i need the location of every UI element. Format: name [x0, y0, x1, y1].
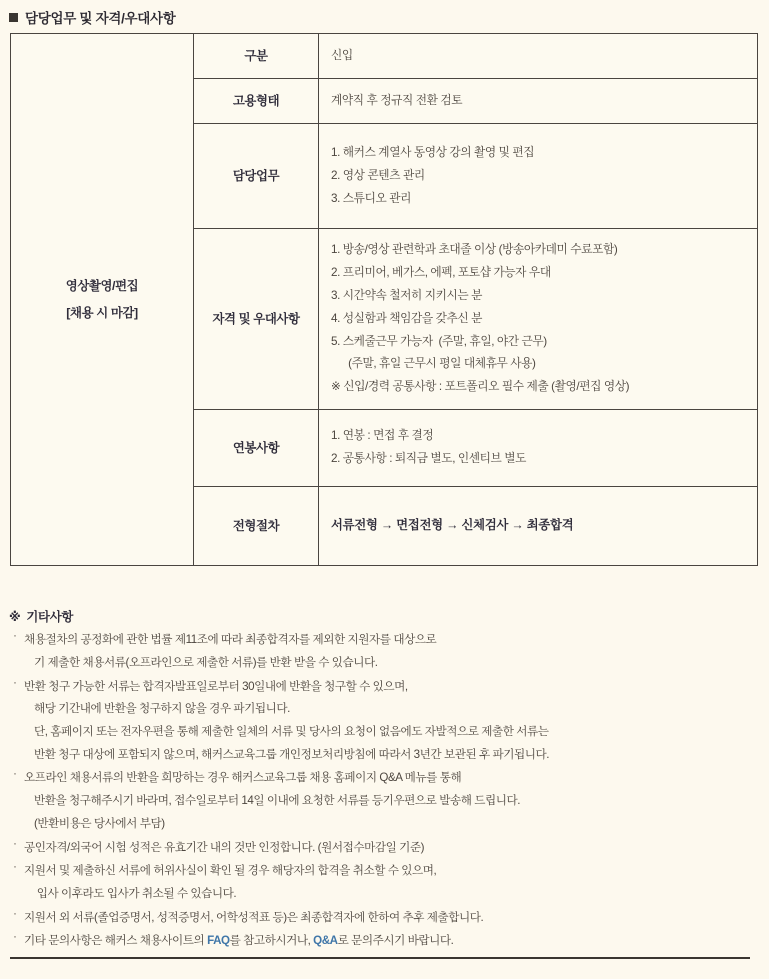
- table-row: [11, 34, 758, 79]
- row-value-duties: [319, 124, 758, 229]
- note-line: · 공인자격/외국어 시험 성적은 유효기간 내의 것만 인정합니다. (원서접수마감일 기준): [24, 840, 425, 854]
- list-item: [9, 907, 749, 930]
- value-line: ※ 신입/경력 공통사항 : 포트폴리오 필수 제출 (촬영/편집 영상): [331, 380, 630, 394]
- row-value-salary: [319, 410, 758, 487]
- notes-list: [9, 629, 749, 953]
- bottom-divider: [10, 957, 750, 959]
- notes-heading-text: 기타사항: [26, 610, 74, 625]
- note-line: 해당 기간내에 반환을 청구하지 않을 경우 파기됩니다.: [34, 702, 290, 716]
- row-label-employment-type: 고용형태: [194, 79, 319, 124]
- list-item: [9, 629, 749, 674]
- position-name-line2: [채용 시 마감]: [66, 305, 138, 320]
- note-line: 입사 이후라도 입사가 취소될 수 있습니다.: [34, 886, 237, 900]
- row-value-hiring-process: [319, 487, 758, 566]
- notes-heading: [9, 607, 749, 625]
- position-name-cell: [11, 34, 194, 566]
- list-item: [9, 930, 749, 953]
- row-value-employment-type: [319, 79, 758, 124]
- list-item: [9, 860, 749, 905]
- note-line: 반환 청구 대상에 포함되지 않으며, 해커스교육그룹 개인정보처리방침에 따라서 3년간 보관된 후 파기됩니다.: [34, 747, 550, 761]
- row-label-salary: 연봉사항: [194, 410, 319, 487]
- note-text-middle: 를 참고하시거나,: [229, 934, 314, 948]
- other-matters-section: [9, 607, 749, 953]
- note-line: · 지원서 및 제출하신 서류에 허위사실이 확인 될 경우 해당자의 합격을 취소할 수 있으며,: [24, 864, 437, 878]
- note-line: · 채용절차의 공정화에 관한 법률 제11조에 따라 최종합격자를 제외한 지원자를 대상으로: [24, 633, 437, 647]
- note-line: (반환비용은 당사에서 부담): [34, 816, 165, 830]
- section-heading-text: 담당업무 및 자격/우대사항: [25, 11, 176, 26]
- row-label-hiring-process: 전형절차: [194, 487, 319, 566]
- value-line: 1. 연봉 : 면접 후 결정: [331, 429, 434, 443]
- note-line: · 반환 청구 가능한 서류는 합격자발표일로부터 30일내에 반환을 청구할 수 있으며,: [24, 679, 408, 693]
- hiring-process-steps: 서류전형 → 면접전형 → 신체검사 → 최종합격: [331, 518, 574, 533]
- section-heading: [0, 0, 769, 33]
- faq-link[interactable]: FAQ: [207, 934, 230, 948]
- row-label-qualifications: 자격 및 우대사항: [194, 229, 319, 410]
- reference-mark-icon: ※: [9, 610, 21, 625]
- value-line: 2. 공통사항 : 퇴직금 별도, 인센티브 별도: [331, 452, 527, 466]
- value-line: 1. 방송/영상 관련학과 초대졸 이상 (방송아카데미 수료포함): [331, 243, 618, 257]
- value-line: 2. 영상 콘텐츠 관리: [331, 168, 425, 182]
- row-label-type: 구분: [194, 34, 319, 79]
- list-item: [9, 837, 749, 860]
- note-line: 반환을 청구해주시기 바라며, 접수일로부터 14일 이내에 요청한 서류를 등기우편으로 발송해 드립니다.: [34, 794, 520, 808]
- list-item: [9, 767, 749, 835]
- note-line-with-links: [24, 930, 749, 953]
- value-line: (주말, 휴일 근무시 평일 대체휴무 사용): [331, 357, 536, 371]
- qna-link[interactable]: Q&A: [313, 934, 338, 948]
- value-line: 신입: [331, 48, 353, 62]
- note-line: 단, 홈페이지 또는 전자우편을 통해 제출한 일체의 서류 및 당사의 요청이 없음에도 자발적으로 제출한 서류는: [34, 724, 549, 738]
- note-line: 기 제출한 채용서류(오프라인으로 제출한 서류)를 반환 받을 수 있습니다.: [34, 655, 378, 669]
- row-value-qualifications: [319, 229, 758, 410]
- value-line: 3. 스튜디오 관리: [331, 191, 411, 205]
- list-item: [9, 676, 749, 767]
- row-value-type: [319, 34, 758, 79]
- value-line: 2. 프리미어, 베가스, 에펙, 포토샵 가능자 우대: [331, 266, 551, 280]
- row-label-duties: 담당업무: [194, 124, 319, 229]
- note-line: · 지원서 외 서류(졸업증명서, 성적증명서, 어학성적표 등)은 최종합격자에 한하여 추후 제출합니다.: [24, 910, 484, 924]
- value-line: 5. 스케줄근무 가능자 (주말, 휴일, 야간 근무): [331, 334, 547, 348]
- position-name-line1: 영상촬영/편집: [65, 279, 139, 294]
- value-line: 4. 성실함과 책임감을 갖추신 분: [331, 311, 483, 325]
- value-line: 1. 해커스 계열사 동영상 강의 촬영 및 편집: [331, 146, 535, 160]
- value-line: 계약직 후 정규직 전환 검토: [331, 93, 463, 107]
- value-line: 3. 시간약속 철저히 지키시는 분: [331, 289, 483, 302]
- job-details-table: [10, 33, 758, 566]
- square-bullet-icon: [9, 13, 18, 22]
- note-text-suffix: 로 문의주시기 바랍니다.: [337, 934, 454, 948]
- note-text-prefix: 기타 문의사항은 해커스 채용사이트의: [24, 934, 208, 948]
- note-line: · 오프라인 채용서류의 반환을 희망하는 경우 해커스교육그룹 채용 홈페이지 Q&A 메뉴를 통해: [24, 771, 462, 785]
